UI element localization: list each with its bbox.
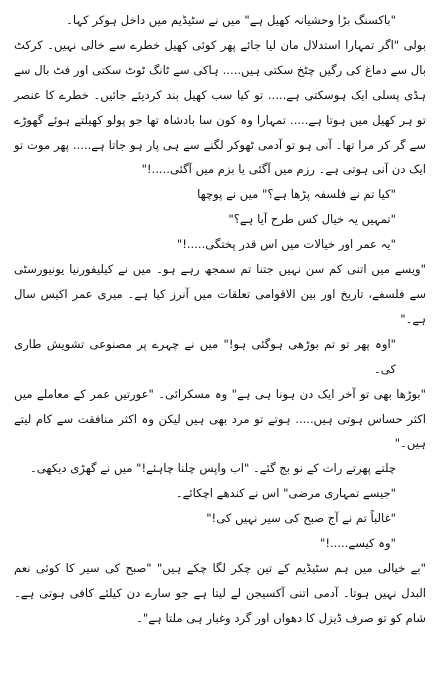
paragraph-philosophy-question: "کیا تم نے فلسفہ پڑھا ہے؟" میں نے پوچھا: [197, 187, 396, 202]
paragraph-how-so: "وہ کیسے.....!": [320, 536, 396, 551]
urdu-text-page: [14, 8, 426, 692]
paragraph-nine-oclock: چلتے پھرتے رات کے نو بج گئے۔ "اب واپس چلنا چاہئے!" میں نے گھڑی دیکھی۔: [29, 461, 396, 476]
paragraph-danger-argument: بولی "اگر تمہارا استدلال مان لیا جائے پھر کوئی کھیل خطرے سے خالی نہیں۔ کرکٹ بال سے دماغ کی رگیں چٹخ سکتی ہیں..... ہاکی سے ٹانگ ٹوٹ سکتی اور فٹ بال سے ہڈی پسلی ایک ہوسکتی ہے..... تو کیا سب کھیل بند کردیئے جائیں۔ خطرے کا عنصر تو ہر کھیل میں ہوتا ہے..... تمہارا وہ کون سا بادشاہ تھا جو پولو کھیلتے ہوئے گھوڑے سے گر کر مرا تھا۔ آنی ہو تو آدمی ٹھوکر لگنے سے ہی پار ہو جاتا ہے..... پھر موت تو ایک دن آنی ہوتی ہے۔ رزم میں آگئی یا بزم میں آگئی.....!": [14, 37, 426, 177]
paragraph-how-idea: "تمہیں یہ خیال کس طرح آیا ہے؟": [228, 212, 396, 227]
paragraph-boxing-remark: "باکسنگ بڑا وحشیانہ کھیل ہے" میں نے سٹیڈیم میں داخل ہوکر کہا۔: [66, 13, 396, 27]
paragraph-university-degree: "ویسے میں اتنی کم سن نہیں جتنا تم سمجھ رہے ہو۔ میں نے کیلیفورنیا یونیورسٹی سے فلسفے، تاریخ اور بین الاقوامی تعلقات میں آنرز کیا ہے۔ میری عمر اکیس سال ہے۔": [14, 262, 426, 326]
paragraph-stadium-rounds: "بے خیالی میں ہم سٹیڈیم کے تین چکر لگا چکے ہیں" "صبح کی سیر کا کوئی نعم البدل نہیں ہوتا۔ آدمی اتنی آکسیجن لے لیتا ہے جو سارے دن کیلئے کافی ہوتی ہے۔ شام کو تو صرف ڈیزل کا دھواں اور گرد وغبار ہی ملتا ہے"۔: [14, 560, 426, 625]
paragraph-grown-old: "اوہ پھر تو تم بوڑھی ہوگئی ہو!" میں نے چہرے پر مصنوعی تشویش طاری کی۔: [14, 336, 396, 376]
paragraph-as-you-wish: "جیسے تمہاری مرضی" اس نے کندھے اچکائے۔: [175, 486, 396, 501]
paragraph-women-age: "بوڑھا بھی تو آخر ایک دن ہونا ہی ہے" وہ مسکرائی۔ "عورتیں عمر کے معاملے میں اکثر حساس ہوتی ہیں..... ہوتے تو مرد بھی ہیں لیکن وہ اکثر منافقت سے کام لیتے ہیں۔": [14, 386, 426, 451]
paragraph-maturity-remark: "یہ عمر اور خیالات میں اس قدر پختگی.....!": [176, 237, 396, 252]
paragraph-morning-walk: "غالباً تم نے آج صبح کی سیر نہیں کی!": [206, 511, 396, 526]
